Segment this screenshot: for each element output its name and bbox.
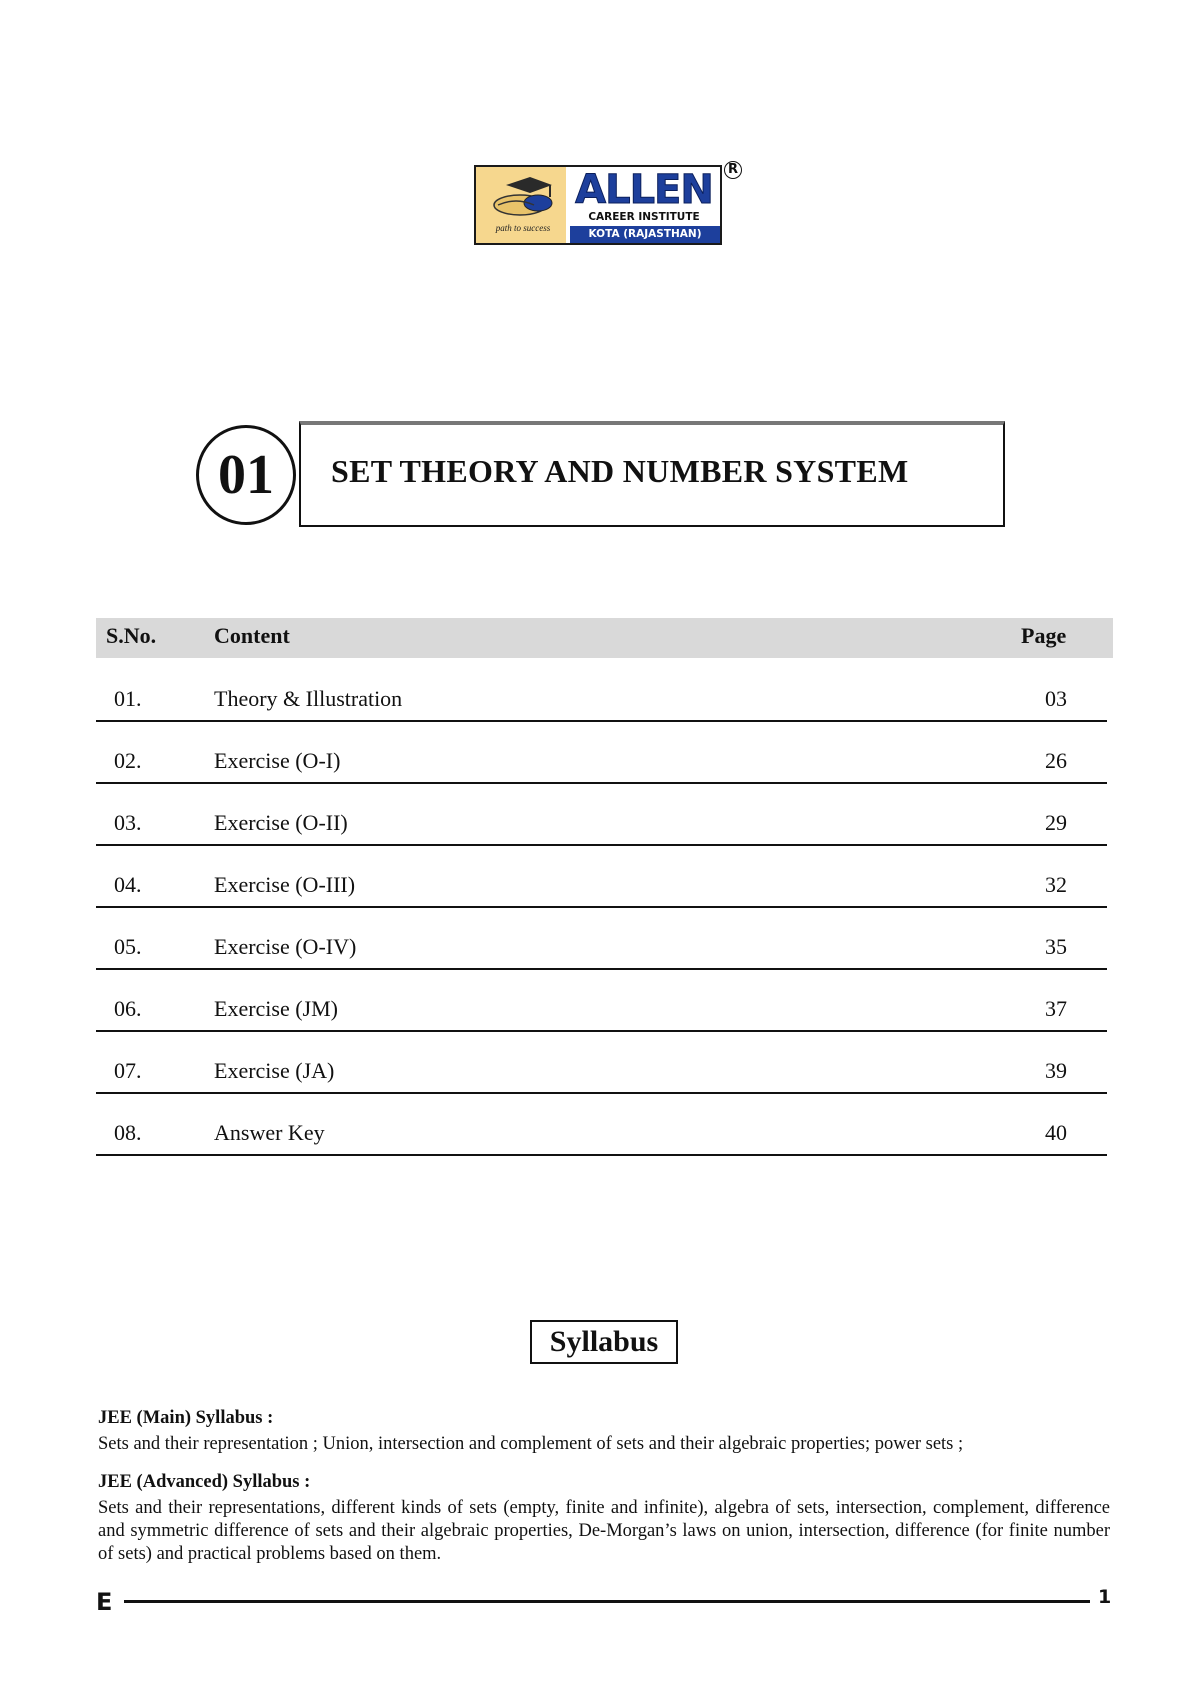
- row-sno: 05.: [114, 934, 142, 959]
- handshake-cap-icon: [486, 175, 558, 219]
- row-page: 32: [1045, 872, 1067, 897]
- logo-tagline: path to success: [495, 223, 551, 233]
- logo-subtitle: CAREER INSTITUTE: [588, 211, 700, 223]
- syllabus-title: Syllabus: [530, 1320, 678, 1364]
- logo-city-banner: KOTA (RAJASTHAN): [570, 226, 720, 243]
- table-row: [96, 846, 1107, 908]
- jee-advanced-heading: JEE (Advanced) Syllabus :: [98, 1472, 311, 1492]
- chapter-number: 01: [196, 425, 296, 525]
- row-content: Answer Key: [214, 1120, 325, 1145]
- chapter-title: SET THEORY AND NUMBER SYSTEM: [331, 453, 909, 489]
- row-content: Exercise (O-I): [214, 748, 341, 773]
- table-row: [96, 1094, 1107, 1156]
- contents-table-header: [96, 618, 1113, 658]
- chapter-title-box: [299, 421, 1005, 527]
- contents-table-body: [96, 660, 1113, 1156]
- row-content: Exercise (O-III): [214, 872, 356, 897]
- table-row: [96, 908, 1107, 970]
- allen-logo: [474, 165, 722, 245]
- logo-emblem-panel: [476, 167, 566, 243]
- row-sno: 02.: [114, 748, 142, 773]
- row-content: Theory & Illustration: [214, 686, 403, 711]
- row-page: 35: [1045, 934, 1067, 959]
- table-row: [96, 784, 1107, 846]
- row-sno: 07.: [114, 1058, 142, 1083]
- table-row: [96, 970, 1107, 1032]
- footer-edition-letter: E: [96, 1588, 113, 1616]
- jee-main-text: Sets and their representation ; Union, intersection and complement of sets and their algebraic properties; power sets ;: [98, 1434, 964, 1454]
- row-page: 26: [1045, 748, 1067, 773]
- contents-table: [96, 618, 1113, 1156]
- row-sno: 03.: [114, 810, 142, 835]
- row-page: 40: [1045, 1120, 1067, 1145]
- logo-brand-text: ALLEN: [575, 167, 713, 213]
- table-row: [96, 722, 1107, 784]
- row-content: Exercise (O-II): [214, 810, 348, 835]
- jee-main-heading: JEE (Main) Syllabus :: [98, 1408, 274, 1428]
- header-sno: S.No.: [106, 623, 157, 648]
- row-sno: 06.: [114, 996, 142, 1021]
- row-sno: 04.: [114, 872, 142, 897]
- footer-page-number: 1: [1098, 1586, 1112, 1608]
- table-row: [96, 660, 1107, 722]
- row-sno: 08.: [114, 1120, 142, 1145]
- row-content: Exercise (O-IV): [214, 934, 357, 959]
- row-page: 03: [1045, 686, 1067, 711]
- registered-mark-icon: R: [724, 161, 742, 179]
- row-content: Exercise (JA): [214, 1058, 335, 1083]
- row-page: 39: [1045, 1058, 1067, 1083]
- footer-rule: [124, 1600, 1090, 1603]
- header-page: Page: [1021, 623, 1067, 648]
- row-content: Exercise (JM): [214, 996, 339, 1021]
- table-row: [96, 1032, 1107, 1094]
- header-content: Content: [214, 623, 290, 648]
- row-page: 37: [1045, 996, 1067, 1021]
- jee-advanced-text: Sets and their representations, different kinds of sets (empty, finite and infinite), algebra of sets, intersection, complement, difference and symmetric difference of sets and their algebraic properties, De-Morgan’s laws on union, intersection, difference (for finite number of sets) and practical problems based on them.: [98, 1498, 1110, 1564]
- row-sno: 01.: [114, 686, 142, 711]
- row-page: 29: [1045, 810, 1067, 835]
